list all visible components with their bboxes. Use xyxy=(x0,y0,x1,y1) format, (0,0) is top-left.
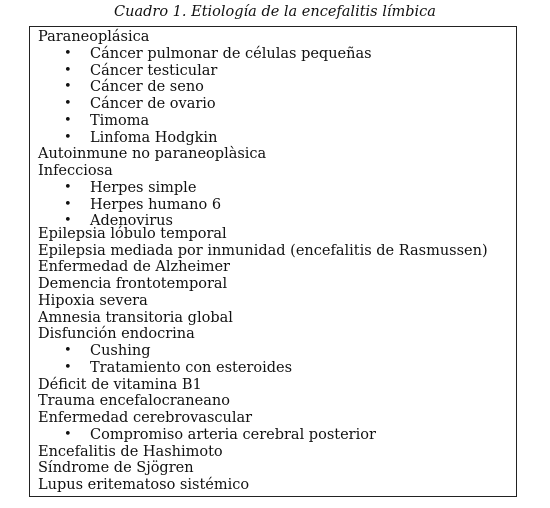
etiology-table xyxy=(29,26,517,497)
sub-item-label: Timoma xyxy=(90,112,150,129)
table-caption: Cuadro 1. Etiología de la encefalitis límbica xyxy=(114,4,436,20)
sub-item xyxy=(38,96,512,113)
sub-item xyxy=(38,427,512,444)
category-item xyxy=(38,259,512,276)
category-label: Síndrome de Sjögren xyxy=(38,460,194,477)
bullet-icon: • xyxy=(64,213,72,229)
category-label: Disfunción endocrina xyxy=(38,326,195,343)
sub-item xyxy=(38,360,512,377)
sub-item xyxy=(38,113,512,130)
category-item xyxy=(38,460,512,477)
bullet-icon: • xyxy=(64,426,72,442)
sub-item xyxy=(38,343,512,360)
sub-item-label: Cushing xyxy=(90,343,151,359)
category-label: Amnesia transitoria global xyxy=(38,309,233,326)
sub-item-label: Herpes humano 6 xyxy=(90,196,222,213)
category-item xyxy=(38,29,512,46)
sub-item xyxy=(38,197,512,214)
sub-item xyxy=(38,213,512,230)
sub-item xyxy=(38,79,512,96)
category-label: Infecciosa xyxy=(38,163,113,179)
category-item xyxy=(38,393,512,410)
sub-item-label: Compromiso arteria cerebral posterior xyxy=(90,426,376,443)
sub-item-label: Cáncer de ovario xyxy=(90,96,216,112)
category-item xyxy=(38,293,512,310)
category-item xyxy=(38,310,512,327)
bullet-icon: • xyxy=(64,62,72,78)
category-item xyxy=(38,163,512,180)
sub-item-label: Cáncer pulmonar de células pequeñas xyxy=(90,45,372,62)
sub-item xyxy=(38,130,512,147)
sub-item-label: Adenovirus xyxy=(90,213,173,230)
bullet-icon: • xyxy=(64,129,72,145)
bullet-icon: • xyxy=(64,179,72,195)
bullet-icon: • xyxy=(64,359,72,375)
category-item xyxy=(38,146,512,163)
bullet-icon: • xyxy=(64,112,72,128)
category-label: Enfermedad cerebrovascular xyxy=(38,410,253,426)
bullet-icon: • xyxy=(64,45,72,61)
category-label: Encefalitis de Hashimoto xyxy=(38,443,223,460)
category-item xyxy=(38,410,512,427)
category-label: Hipoxia severa xyxy=(38,292,148,309)
category-label: Déficit de vitamina B1 xyxy=(38,376,202,393)
sub-item xyxy=(38,180,512,197)
bullet-icon: • xyxy=(64,196,72,212)
category-label: Lupus eritematoso sistémico xyxy=(38,477,250,493)
category-label: Autoinmune no paraneoplàsica xyxy=(38,146,267,163)
category-item xyxy=(38,377,512,394)
category-label: Epilepsia lóbulo temporal xyxy=(38,225,227,242)
sub-item-label: Cáncer de seno xyxy=(90,79,204,96)
category-label: Enfermedad de Alzheimer xyxy=(38,259,230,276)
bullet-icon: • xyxy=(64,96,72,111)
sub-item-label: Tratamiento con esteroides xyxy=(90,359,293,376)
category-label: Paraneoplásica xyxy=(38,29,150,45)
etiology-list xyxy=(38,29,512,494)
sub-item-label: Herpes simple xyxy=(90,179,197,196)
sub-item xyxy=(38,63,512,80)
sub-item-label: Linfoma Hodgkin xyxy=(90,129,218,146)
category-label: Trauma encefalocraneano xyxy=(38,393,230,410)
category-item xyxy=(38,477,512,494)
sub-item-label: Cáncer testicular xyxy=(90,62,218,79)
category-item xyxy=(38,243,512,260)
category-item xyxy=(38,276,512,293)
bullet-icon: • xyxy=(64,79,72,95)
bullet-icon: • xyxy=(64,343,72,358)
category-label: Demencia frontotemporal xyxy=(38,276,228,292)
sub-item xyxy=(38,46,512,63)
category-item xyxy=(38,226,512,243)
category-item xyxy=(38,326,512,343)
category-label: Epilepsia mediada por inmunidad (encefalitis de Rasmussen) xyxy=(38,242,488,259)
category-item xyxy=(38,444,512,461)
